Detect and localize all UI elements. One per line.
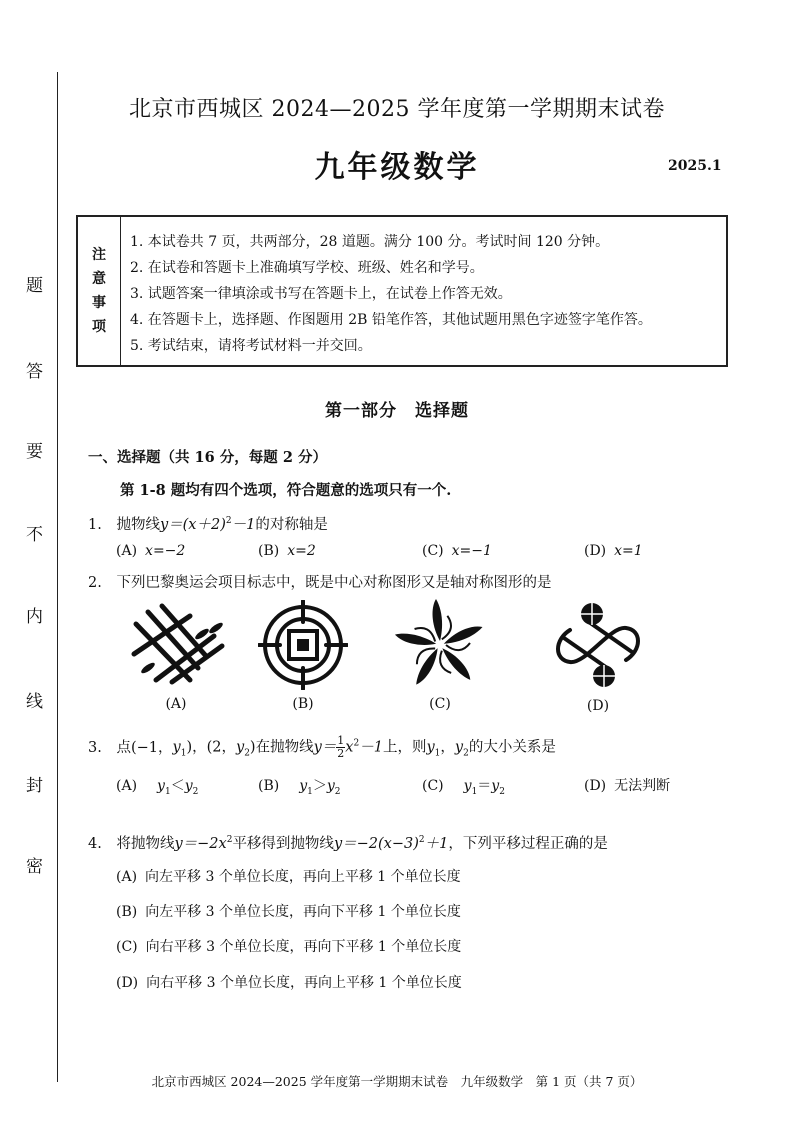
subscript: 2 xyxy=(244,748,250,759)
notice-label-char: 意 xyxy=(92,271,106,287)
notice-label xyxy=(78,217,121,365)
notice-item: 5. 考试结束，请将考试材料一并交回。 xyxy=(130,338,372,354)
option-b xyxy=(258,543,316,559)
math-expression: ＋1 xyxy=(424,836,449,852)
question-text: 将抛物线 xyxy=(116,836,175,852)
option-a xyxy=(116,866,461,886)
option-text: 无法判断 xyxy=(614,778,671,794)
olympic-logo-b xyxy=(258,600,348,690)
option-label: (A) xyxy=(116,778,138,794)
notice-box xyxy=(76,215,728,367)
math-var: y xyxy=(157,778,165,794)
figure-label: (A) xyxy=(165,696,187,712)
question-text: )，(2， xyxy=(186,739,236,756)
olympic-logo-d xyxy=(550,600,646,690)
math-operator: ＜ xyxy=(170,778,185,794)
page-footer: 北京市西城区 2024—2025 学年度第一学期期末试卷 九年级数学 第 1 页（共 7 页） xyxy=(151,1074,643,1089)
fraction-numerator: 1 xyxy=(337,734,345,747)
math-var: y xyxy=(463,778,472,794)
subject-title: 九年级数学 xyxy=(314,150,480,185)
olympic-logo-c xyxy=(390,598,490,692)
option-text: x=−2 xyxy=(145,543,186,559)
math-expression: y＝ xyxy=(313,739,337,756)
option-c xyxy=(422,775,505,797)
notice-item: 2. 在试卷和答题卡上准确填写学校、班级、姓名和学号。 xyxy=(130,260,484,276)
option-label: (B) xyxy=(116,904,138,920)
math-expression: －1 xyxy=(231,517,256,533)
exponent: 2 xyxy=(353,738,360,749)
subscript: 2 xyxy=(463,748,469,759)
figure-label: (D) xyxy=(586,698,610,714)
seal-line xyxy=(57,72,58,1082)
fraction xyxy=(336,735,345,760)
exponent: 2 xyxy=(225,516,232,527)
math-expression: y＝−2x xyxy=(174,836,227,852)
part-title: 第一部分 选择题 xyxy=(325,401,469,421)
section-instruction: 第 1-8 题均有四个选项，符合题意的选项只有一个. xyxy=(120,482,452,499)
question-text: 点(−1， xyxy=(116,739,173,756)
option-text: x=2 xyxy=(287,543,316,559)
question-number: 2. xyxy=(88,575,102,591)
subscript: 2 xyxy=(192,786,199,797)
subscript: 1 xyxy=(471,786,478,797)
option-text: x=1 xyxy=(614,543,643,559)
math-expression: y＝(x＋2) xyxy=(159,517,226,533)
question-text: 下列巴黎奥运会项目标志中，既是中心对称图形又是轴对称图形的是 xyxy=(116,575,552,591)
exam-title: 北京市西城区 2024—2025 学年度第一学期期末试卷 xyxy=(129,97,665,122)
subscript: 1 xyxy=(434,748,441,759)
option-text: 向左平移 3 个单位长度，再向上平移 1 个单位长度 xyxy=(145,869,461,885)
notice-label-char: 项 xyxy=(92,319,106,335)
math-var: y xyxy=(235,739,245,756)
math-operator: ＞ xyxy=(312,778,327,794)
option-label: (B) xyxy=(258,543,280,559)
seal-char: 封 xyxy=(26,776,43,796)
math-var: y xyxy=(299,778,308,794)
math-var: x xyxy=(345,739,354,756)
math-var: y xyxy=(454,739,464,756)
notice-list xyxy=(130,229,652,359)
option-b xyxy=(258,775,341,797)
question-text: ，下列平移过程正确的是 xyxy=(448,836,608,852)
option-label: (D) xyxy=(584,543,607,559)
option-label: (A) xyxy=(116,543,138,559)
option-label: (D) xyxy=(116,975,139,991)
section-heading: 一、选择题（共 16 分，每题 2 分） xyxy=(88,449,327,466)
option-label: (C) xyxy=(422,778,444,794)
notice-item: 3. 试题答案一律填涂或书写在答题卡上，在试卷上作答无效。 xyxy=(130,286,512,302)
option-text: 向左平移 3 个单位长度，再向下平移 1 个单位长度 xyxy=(145,904,461,920)
option-label: (B) xyxy=(258,778,280,794)
seal-char: 要 xyxy=(26,442,43,462)
option-text: 向右平移 3 个单位长度，再向上平移 1 个单位长度 xyxy=(146,975,462,991)
exam-date: 2025.1 xyxy=(668,158,722,174)
question-text: 平移得到抛物线 xyxy=(232,836,334,852)
notice-label-char: 事 xyxy=(92,295,106,311)
subscript: 1 xyxy=(180,748,187,759)
question-text: )在抛物线 xyxy=(249,739,314,756)
option-d xyxy=(584,775,670,795)
seal-char: 答 xyxy=(26,362,43,382)
option-label: (A) xyxy=(116,869,138,885)
question-number: 3. xyxy=(88,739,102,756)
seal-char: 线 xyxy=(26,692,43,712)
seal-char: 题 xyxy=(26,276,43,296)
option-text: 向右平移 3 个单位长度，再向下平移 1 个单位长度 xyxy=(145,939,462,955)
olympic-logo-a xyxy=(128,602,228,686)
option-c xyxy=(116,936,461,956)
notice-item: 4. 在答题卡上，选择题、作图题用 2B 铅笔作答，其他试题用黑色字迹签字笔作答。 xyxy=(130,312,652,328)
math-var: y xyxy=(491,778,500,794)
option-label: (C) xyxy=(116,939,138,955)
math-var: y xyxy=(426,739,435,756)
math-var: y xyxy=(172,739,181,756)
figure-label: (C) xyxy=(429,696,451,712)
option-a xyxy=(116,543,185,559)
question-text: 的对称轴是 xyxy=(255,517,328,533)
question-text: 的大小关系是 xyxy=(468,739,556,756)
question-3 xyxy=(88,735,556,760)
seal-char: 不 xyxy=(26,525,43,545)
option-label: (C) xyxy=(422,543,444,559)
math-operator: ＝ xyxy=(477,778,492,794)
question-text: 抛物线 xyxy=(116,517,160,533)
math-expression: －1 xyxy=(359,739,383,756)
math-var: y xyxy=(326,778,335,794)
subscript: 1 xyxy=(307,786,313,797)
exponent: 2 xyxy=(226,835,233,846)
question-number: 4. xyxy=(88,836,102,852)
option-label: (D) xyxy=(584,778,607,794)
question-number: 1. xyxy=(88,517,102,533)
subscript: 2 xyxy=(334,786,341,797)
math-expression: y＝−2(x−3) xyxy=(333,836,419,852)
fraction-denominator: 2 xyxy=(337,747,345,760)
notice-label-char: 注 xyxy=(92,247,106,263)
math-var: y xyxy=(184,778,193,794)
question-text: ， xyxy=(440,739,455,756)
option-d xyxy=(584,543,643,559)
option-a xyxy=(116,775,198,797)
option-c xyxy=(422,543,492,559)
question-1 xyxy=(88,513,328,534)
question-2 xyxy=(88,571,551,592)
figure-label: (B) xyxy=(292,696,314,712)
option-text: x=−1 xyxy=(451,543,492,559)
question-text: 上，则 xyxy=(382,739,427,756)
seal-char: 密 xyxy=(26,857,43,877)
seal-char: 内 xyxy=(26,607,43,627)
exponent: 2 xyxy=(418,835,425,846)
notice-item: 1. 本试卷共 7 页，共两部分，28 道题。满分 100 分。考试时间 120 分钟。 xyxy=(130,234,610,250)
subscript: 1 xyxy=(164,786,171,797)
subscript: 2 xyxy=(499,786,505,797)
option-d xyxy=(116,972,462,992)
option-b xyxy=(116,901,461,921)
question-4 xyxy=(88,832,608,853)
